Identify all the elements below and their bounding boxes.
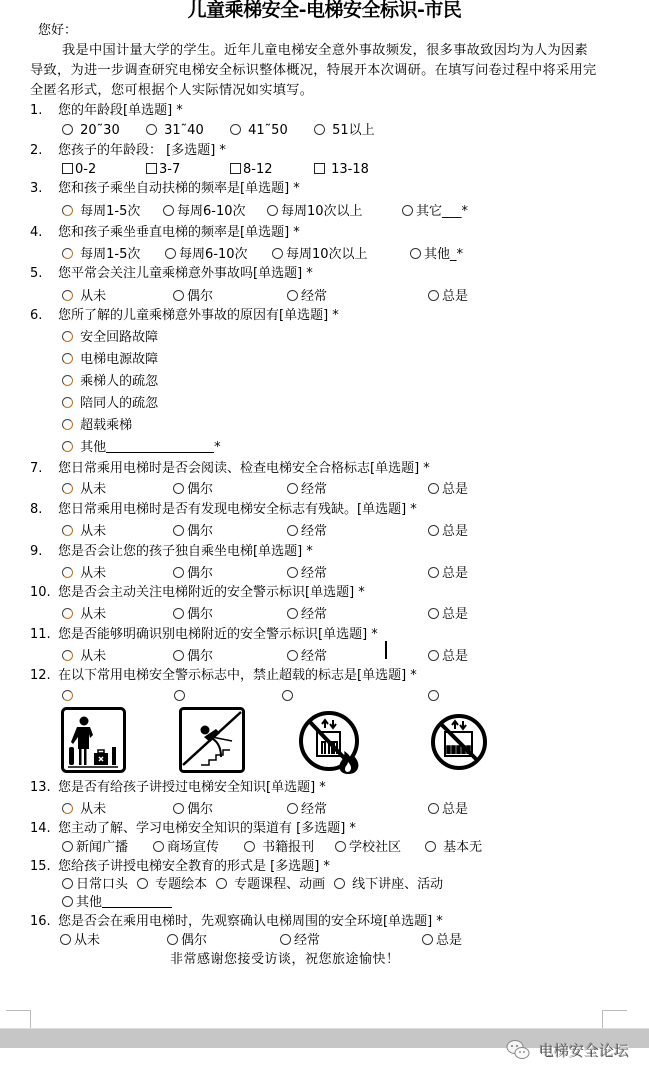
radio-icon[interactable] — [62, 483, 73, 494]
checkbox-icon[interactable] — [314, 163, 325, 174]
q6-option-4[interactable]: 陪同人的疏忽 — [62, 395, 158, 412]
radio-icon[interactable] — [402, 205, 413, 216]
closing-message: 非常感谢您接受访谈，祝您旅途愉快！ — [170, 952, 400, 967]
radio-icon[interactable] — [335, 841, 346, 852]
q5-option-1[interactable]: 从未 — [62, 288, 106, 305]
radio-icon[interactable] — [173, 567, 184, 578]
radio-icon[interactable] — [62, 397, 73, 408]
radio-icon[interactable] — [62, 441, 73, 452]
radio-icon[interactable] — [62, 205, 73, 216]
q10-option-1[interactable]: 从未 — [62, 606, 106, 623]
radio-icon[interactable] — [282, 690, 293, 701]
q9-option-3[interactable]: 经常 — [287, 565, 327, 582]
radio-icon[interactable] — [428, 803, 439, 814]
radio-icon[interactable] — [62, 608, 73, 619]
q5-option-4[interactable]: 总是 — [428, 288, 468, 305]
q6-option-6[interactable]: 其他 * — [62, 439, 221, 456]
q6-option-3[interactable]: 乘梯人的疏忽 — [62, 373, 158, 390]
q2-option-2[interactable]: 3-7 — [146, 161, 180, 178]
q8-option-3[interactable]: 经常 — [287, 523, 327, 540]
question-9: 9. 您是否会让您的孩子独自乘坐电梯[单选题] * — [30, 544, 313, 559]
q16-option-3[interactable]: 经常 — [280, 932, 320, 949]
question-13: 13. 您是否有给孩子讲授过电梯安全知识[单选题] * — [30, 780, 326, 795]
q1-option-2[interactable]: 31˜40 — [146, 122, 204, 139]
q5-option-3[interactable]: 经常 — [287, 288, 327, 305]
q10-option-2[interactable]: 偶尔 — [173, 606, 213, 623]
radio-icon[interactable] — [62, 375, 73, 386]
q10-option-4[interactable]: 总是 — [428, 606, 468, 623]
checkbox-icon[interactable] — [62, 163, 73, 174]
question-16: 16. 您是否会在乘用电梯时，先观察确认电梯周围的安全环境[单选题] * — [30, 914, 443, 929]
question-11: 11. 您是否能够明确识别电梯附近的安全警示标识[单选题] * — [30, 627, 378, 642]
radio-icon[interactable] — [173, 803, 184, 814]
q12-option-4[interactable] — [428, 688, 442, 705]
page-margin-corner-left — [6, 1010, 31, 1029]
intro-paragraph: 我是中国计量大学的学生。近年儿童电梯安全意外事故频发，很多事故致因均为人为因素导致，为进一步调查研究电梯安全标识整体概况，特展开本次调研。在填写问卷过程中将采用完全匿名形式，您可根据个人实际情况如实填写。 — [30, 43, 597, 98]
question-14: 14. 您主动了解、学习电梯安全知识的渠道有 [多选题] * — [30, 821, 356, 836]
radio-icon[interactable] — [428, 525, 439, 536]
q16-option-4[interactable]: 总是 — [422, 932, 462, 949]
radio-icon[interactable] — [153, 841, 164, 852]
q14-option-1[interactable]: 新闻广播 — [62, 839, 128, 856]
q5-option-2[interactable]: 偶尔 — [173, 288, 213, 305]
q7-option-3[interactable]: 经常 — [287, 481, 327, 498]
watermark-text: 电梯安全论坛 — [539, 1041, 630, 1060]
radio-icon[interactable] — [287, 483, 298, 494]
radio-icon[interactable] — [163, 205, 174, 216]
radio-icon[interactable] — [287, 290, 298, 301]
q14-option-2[interactable]: 商场宣传 — [153, 839, 219, 856]
radio-icon[interactable] — [167, 934, 178, 945]
radio-icon[interactable] — [173, 483, 184, 494]
q6-option-1[interactable]: 安全回路故障 — [62, 329, 158, 346]
wechat-icon — [505, 1038, 531, 1062]
q3-option-4[interactable]: 其它___* — [402, 203, 468, 220]
q3-option-2[interactable]: 每周6-10次 — [163, 203, 246, 220]
q7-option-1[interactable]: 从未 — [62, 481, 106, 498]
radio-icon[interactable] — [146, 124, 157, 135]
q11-option-1[interactable]: 从未 — [62, 648, 106, 665]
radio-icon[interactable] — [62, 124, 73, 135]
q3-option-1[interactable]: 每周1-5次 — [62, 203, 140, 220]
radio-icon[interactable] — [287, 608, 298, 619]
radio-icon[interactable] — [62, 896, 73, 907]
q15-option-5[interactable]: 其他 — [62, 894, 172, 911]
question-12: 12. 在以下常用电梯安全警示标志中，禁止超载的标志是[单选题] * — [30, 668, 417, 683]
q12-option-1[interactable] — [62, 688, 76, 705]
q6-option-2[interactable]: 电梯电源故障 — [62, 351, 158, 368]
q1-option-4[interactable]: 51以上 — [314, 122, 375, 139]
q15-option-1[interactable]: 日常口头 — [62, 876, 128, 893]
question-7: 7. 您日常乘用电梯时是否会阅读、检查电梯安全合格标志[单选题] * — [30, 461, 430, 476]
radio-icon[interactable] — [62, 290, 73, 301]
radio-icon[interactable] — [334, 878, 345, 889]
radio-icon[interactable] — [230, 124, 241, 135]
radio-icon[interactable] — [174, 690, 185, 701]
q7-option-2[interactable]: 偶尔 — [173, 481, 213, 498]
no-overload-sign-icon — [429, 712, 489, 772]
q12-option-2[interactable] — [174, 688, 188, 705]
q4-option-3[interactable]: 每周10次以上 — [272, 246, 368, 263]
person-with-luggage-sign-icon — [61, 707, 126, 773]
q12-option-3[interactable] — [282, 688, 296, 705]
q15-option-4[interactable]: 线下讲座、活动 — [334, 876, 443, 893]
radio-icon[interactable] — [287, 803, 298, 814]
q14-option-3[interactable]: 书籍报刊 — [244, 839, 314, 856]
q14-option-4[interactable]: 学校社区 — [335, 839, 401, 856]
q3-option-3[interactable]: 每周10次以上 — [267, 203, 363, 220]
q11-option-2[interactable]: 偶尔 — [173, 648, 213, 665]
checkbox-icon[interactable] — [146, 163, 157, 174]
radio-icon[interactable] — [287, 567, 298, 578]
q11-option-4[interactable]: 总是 — [428, 648, 468, 665]
q16-option-2[interactable]: 偶尔 — [167, 932, 207, 949]
radio-icon[interactable] — [267, 205, 278, 216]
q4-option-1[interactable]: 每周1-5次 — [62, 246, 140, 263]
q13-option-4[interactable]: 总是 — [428, 801, 468, 818]
radio-icon[interactable] — [173, 608, 184, 619]
radio-icon[interactable] — [62, 690, 73, 701]
question-2: 2. 您孩子的年龄段： [多选题] * — [30, 143, 226, 158]
question-1: 1. 您的年龄段[单选题] * — [30, 103, 183, 118]
radio-icon[interactable] — [428, 650, 439, 661]
radio-icon[interactable] — [60, 934, 71, 945]
question-8: 8. 您日常乘用电梯时是否有发现电梯安全标志有残缺。[单选题] * — [30, 502, 417, 517]
q6-option-5[interactable]: 超载乘梯 — [62, 417, 132, 434]
radio-icon[interactable] — [137, 878, 148, 889]
radio-icon[interactable] — [62, 841, 73, 852]
q4-option-4[interactable]: 其他_* — [410, 246, 463, 263]
no-climbing-handrail-sign-icon — [179, 707, 245, 773]
radio-icon[interactable] — [428, 567, 439, 578]
watermark — [505, 1037, 629, 1063]
question-6: 6. 您所了解的儿童乘梯意外事故的原因有[单选题] * — [30, 308, 339, 323]
q9-option-2[interactable]: 偶尔 — [173, 565, 213, 582]
q9-option-4[interactable]: 总是 — [428, 565, 468, 582]
question-text: 您的年龄段[单选题] * — [58, 103, 183, 118]
question-10: 10. 您是否会主动关注电梯附近的安全警示标识[单选题] * — [30, 585, 365, 600]
radio-icon[interactable] — [62, 878, 73, 889]
question-3: 3. 您和孩子乘坐自动扶梯的频率是[单选题] * — [30, 181, 300, 196]
radio-icon[interactable] — [216, 878, 227, 889]
q13-option-1[interactable]: 从未 — [62, 801, 106, 818]
q10-option-3[interactable]: 经常 — [287, 606, 327, 623]
other-blank-field[interactable] — [106, 440, 214, 453]
q4-option-2[interactable]: 每周6-10次 — [165, 246, 248, 263]
q11-option-3[interactable]: 经常 — [287, 648, 327, 665]
q2-option-3[interactable]: 8-12 — [230, 161, 273, 178]
radio-icon[interactable] — [173, 525, 184, 536]
document-title: 儿童乘梯安全-电梯安全标识-市民 — [187, 0, 462, 21]
radio-icon[interactable] — [428, 290, 439, 301]
page-margin-corner-right — [602, 1010, 627, 1029]
radio-icon[interactable] — [62, 331, 73, 342]
radio-icon[interactable] — [62, 803, 73, 814]
q13-option-2[interactable]: 偶尔 — [173, 801, 213, 818]
radio-icon[interactable] — [244, 841, 255, 852]
radio-icon[interactable] — [314, 124, 325, 135]
q14-option-5[interactable]: 基本无 — [425, 839, 482, 856]
q15-option-2[interactable]: 专题绘本 — [137, 876, 207, 893]
radio-icon[interactable] — [62, 525, 73, 536]
q2-option-1[interactable]: 0-2 — [62, 161, 96, 178]
q1-option-1[interactable]: 20˜30 — [62, 122, 120, 139]
text-cursor — [385, 641, 387, 659]
radio-icon[interactable] — [428, 608, 439, 619]
radio-icon[interactable] — [62, 419, 73, 430]
radio-icon[interactable] — [287, 650, 298, 661]
other-blank-field[interactable] — [102, 895, 172, 908]
no-use-in-fire-sign-icon — [298, 710, 374, 776]
greeting: 您好： — [38, 23, 78, 38]
radio-icon[interactable] — [62, 650, 73, 661]
checkbox-icon[interactable] — [230, 163, 241, 174]
radio-icon[interactable] — [428, 483, 439, 494]
radio-icon[interactable] — [62, 353, 73, 364]
question-4: 4. 您和孩子乘坐垂直电梯的频率是[单选题] * — [30, 225, 300, 240]
radio-icon[interactable] — [410, 248, 421, 259]
radio-icon[interactable] — [62, 567, 73, 578]
radio-icon[interactable] — [280, 934, 291, 945]
q16-option-1[interactable]: 从未 — [60, 932, 100, 949]
question-15: 15. 您给孩子讲授电梯安全教育的形式是 [多选题] * — [30, 859, 330, 874]
q2-option-4[interactable]: 13-18 — [314, 161, 369, 178]
q9-option-1[interactable]: 从未 — [62, 565, 106, 582]
radio-icon[interactable] — [165, 248, 176, 259]
radio-icon[interactable] — [425, 841, 436, 852]
radio-icon[interactable] — [422, 934, 433, 945]
q8-option-1[interactable]: 从未 — [62, 523, 106, 540]
q1-option-3[interactable]: 41˜50 — [230, 122, 288, 139]
q8-option-4[interactable]: 总是 — [428, 523, 468, 540]
question-5: 5. 您平常会关注儿童乘梯意外事故吗[单选题] * — [30, 266, 313, 281]
radio-icon[interactable] — [173, 290, 184, 301]
radio-icon[interactable] — [272, 248, 283, 259]
radio-icon[interactable] — [173, 650, 184, 661]
radio-icon[interactable] — [428, 690, 439, 701]
q7-option-4[interactable]: 总是 — [428, 481, 468, 498]
radio-icon[interactable] — [287, 525, 298, 536]
radio-icon[interactable] — [62, 248, 73, 259]
q13-option-3[interactable]: 经常 — [287, 801, 327, 818]
q15-option-3[interactable]: 专题课程、动画 — [216, 876, 325, 893]
q8-option-2[interactable]: 偶尔 — [173, 523, 213, 540]
